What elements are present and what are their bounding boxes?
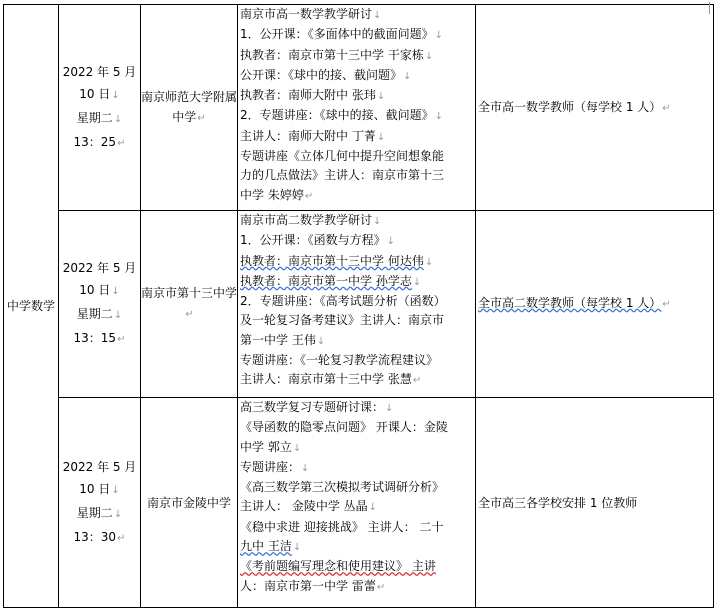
time-cell <box>59 5 141 211</box>
time-line: 星期二↓ <box>76 110 123 125</box>
time-line: 2022 年 5 月 <box>62 459 137 474</box>
table-row <box>4 5 714 211</box>
audience-cell: 全市高一数学教师（每学校 1 人）↵ <box>476 5 714 211</box>
time-line: 10 日↓ <box>79 283 120 297</box>
audience-text: 全市高二数学教师（每学校 1 人） <box>478 296 662 310</box>
time-line: 2022 年 5 月 <box>62 64 137 79</box>
content-line: 1．公开课：《多面体中的截面问题》↓ <box>240 27 444 42</box>
content-line: 南京市高二数学教学研讨↓ <box>240 213 382 227</box>
content-line: 高三数学复习专题研讨课：↓ <box>240 400 394 414</box>
content-cell <box>238 211 476 398</box>
schedule-table <box>3 4 714 608</box>
location-text: 南京市金陵中学 <box>146 495 231 510</box>
table-row <box>4 211 714 398</box>
time-line: 星期二↓ <box>76 307 123 321</box>
table-row <box>4 398 714 608</box>
time-line: 10 日↓ <box>79 481 120 496</box>
content-cell <box>238 398 476 608</box>
content-line: 2．专题讲座：《球中的接、截问题》↓ <box>240 108 444 123</box>
subject-label: 中学数学 <box>6 299 55 313</box>
content-line: 第一中学 王伟↓ <box>240 332 326 347</box>
content-line: 执教者：南京市第一中学 孙学志↓ <box>240 273 422 288</box>
location-cell: 南京市第十三中学↵ <box>141 211 238 398</box>
content-line: 力的几点做法》主讲人：南京市第十三 <box>240 168 445 183</box>
content-line: 《考前题编写理念和使用建议》 主讲 <box>240 559 436 574</box>
audience-cell: 全市高二数学教师（每学校 1 人）↵ <box>476 211 714 398</box>
content-line: 专题讲座：↓ <box>240 459 310 474</box>
content-line: 2．专题讲座：《高考试题分析（函数） <box>240 294 446 309</box>
content-line: 主讲人：南京市第十三中学 张慧↵ <box>240 372 422 387</box>
content-line: 专题讲座《立体几何中提升空间想象能 <box>240 149 445 164</box>
content-line: 《稳中求进 迎接挑战》 主讲人： 二十 <box>240 519 444 534</box>
content-line: 《导函数的隐零点问题》 开课人：金陵 <box>240 420 448 435</box>
content-line: 中学 朱婷婷↵ <box>240 187 314 202</box>
audience-text: 全市高三各学校安排 1 位教师 <box>478 495 638 510</box>
content-line: 《高三数学第三次模拟考试调研分析》 <box>240 480 445 495</box>
time-line: 10 日↓ <box>79 86 120 101</box>
content-line: 公开课：《球中的接、截问题》↓ <box>240 67 412 82</box>
content-line: 执教者：南京市第十三中学 何达伟↓ <box>240 253 434 268</box>
content-line: 主讲人：南师大附中 丁菁↓ <box>240 128 386 143</box>
audience-cell <box>476 398 714 608</box>
time-line: 星期二↓ <box>76 505 123 520</box>
time-line: 13：30↵ <box>73 529 126 544</box>
time-line: 13：25↵ <box>73 134 126 149</box>
time-line: 13：15↵ <box>73 331 126 345</box>
location-text: 南京师范大学附属中学 <box>141 89 238 124</box>
time-cell <box>59 211 141 398</box>
location-text: 南京市第十三中学 <box>141 286 238 300</box>
location-cell <box>141 398 238 608</box>
subject-cell <box>4 5 59 608</box>
content-line: 中学 郭立↓ <box>240 439 302 454</box>
content-cell <box>238 5 476 211</box>
time-line: 2022 年 5 月 <box>62 261 137 275</box>
margin-marker <box>709 2 714 14</box>
content-line: 1．公开课：《函数与方程》↓ <box>240 233 396 248</box>
content-line: 及一轮复习备考建议》主讲人：南京市 <box>240 313 445 328</box>
content-line: 执教者：南师大附中 张玮↓ <box>240 88 386 103</box>
content-line: 专题讲座：《一轮复习教学流程建议》 <box>240 353 439 368</box>
content-line: 执教者：南京市第十三中学 干家栋↓ <box>240 47 434 62</box>
content-line: 主讲人： 金陵中学 丛晶↓ <box>240 499 378 514</box>
time-cell <box>59 398 141 608</box>
location-cell: 南京师范大学附属中学↵ <box>141 5 238 211</box>
content-line: 南京市高一数学教学研讨↓ <box>240 7 382 21</box>
content-line: 九中 王洁↓ <box>240 539 302 554</box>
audience-text: 全市高一数学教师（每学校 1 人） <box>478 99 662 114</box>
content-line: 人：南京市第一中学 雷蕾↵ <box>240 578 386 593</box>
